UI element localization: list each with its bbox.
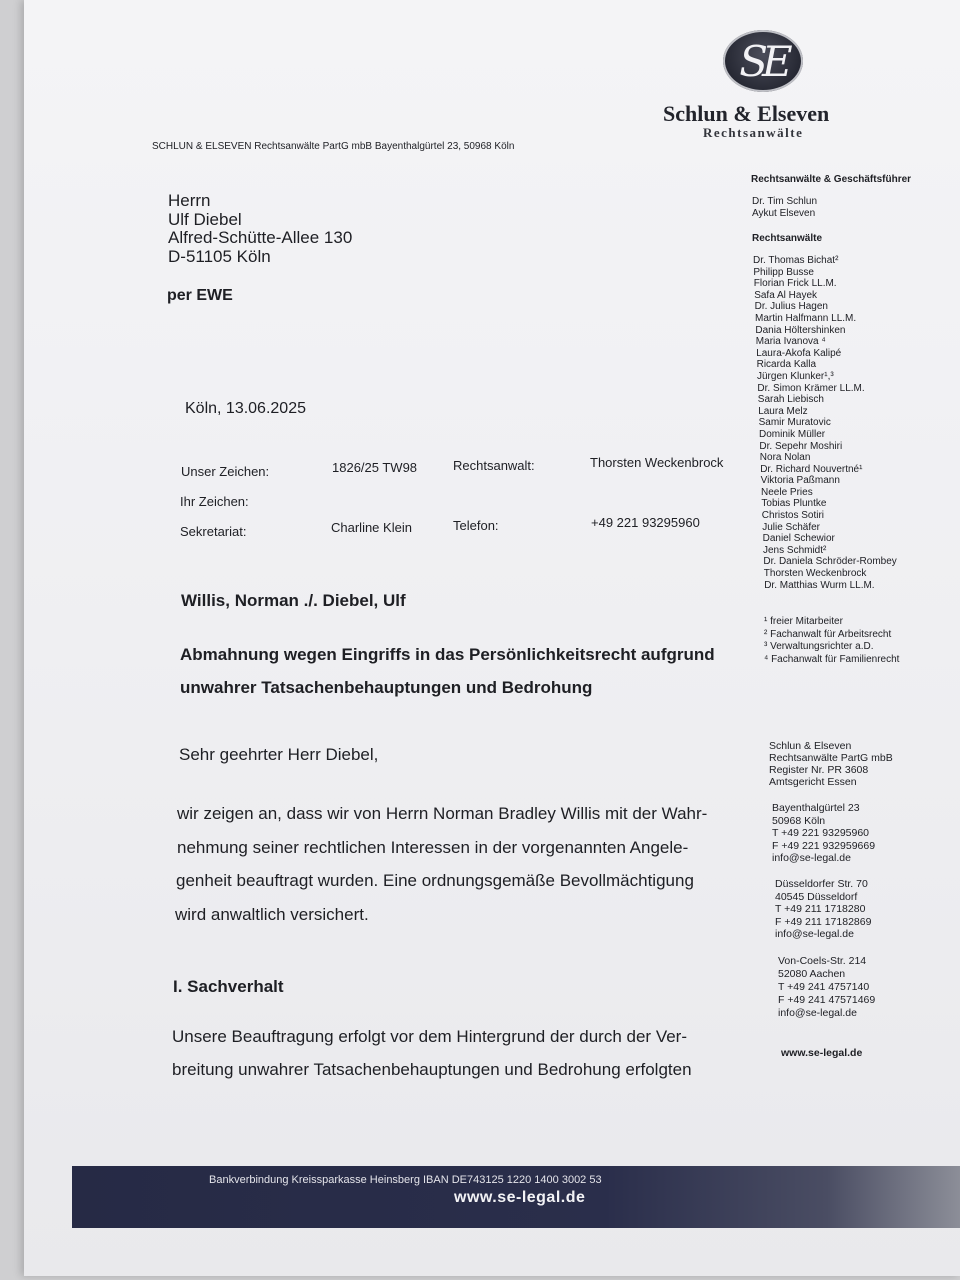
office-phone: T +49 211 1718280 — [775, 903, 866, 915]
lawyer-name: Dania Höltershinken — [755, 324, 846, 336]
office-address: Von-Coels-Str. 214 — [778, 955, 867, 967]
lawyer-name: Laura-Akofa Kalipé — [756, 347, 842, 359]
partners-heading: Rechtsanwälte & Geschäftsführer — [751, 174, 912, 185]
office-email[interactable]: info@se-legal.de — [778, 1007, 857, 1019]
lawyer-name: Viktoria Paßmann — [760, 475, 840, 487]
footer-website-link[interactable]: www.se-legal.de — [454, 1189, 586, 1206]
phone-value: +49 221 93295960 — [591, 515, 700, 530]
lawyer-name: Martin Halfmann LL.M. — [755, 312, 857, 324]
lawyer-name: Dr. Sepehr Moshiri — [759, 440, 843, 452]
lawyer-name: Thorsten Weckenbrock — [763, 568, 867, 580]
office-city: 50968 Köln — [772, 814, 826, 827]
lawyer-name: Ricarda Kalla — [756, 359, 817, 371]
logo-monogram: SE — [739, 36, 787, 86]
lawyer-name: Daniel Schewior — [762, 533, 835, 545]
lawyer-name: Laura Melz — [758, 405, 808, 417]
footnote: ² Fachanwalt für Arbeitsrecht — [764, 628, 892, 640]
office-fax: F +49 211 17182869 — [775, 915, 872, 928]
office-city: 40545 Düsseldorf — [775, 890, 858, 903]
lawyer-name: Neele Pries — [761, 486, 813, 498]
recipient-city: D-51105 Köln — [168, 247, 271, 266]
phone-label: Telefon: — [453, 518, 499, 533]
body-paragraph-1-line: nehmung seiner rechtlichen Interessen in der vorgenannten Angele- — [177, 838, 689, 857]
salutation: Sehr geehrter Herr Diebel, — [179, 745, 379, 764]
secretary-value: Charline Klein — [331, 520, 412, 535]
footnotes-list — [764, 616, 899, 666]
lawyer-name: Maria Ivanova ⁴ — [755, 336, 826, 348]
partner-name: Dr. Tim Schlun — [752, 196, 818, 207]
firm-name: Schlun & Elseven — [663, 101, 830, 126]
office-fax: F +49 221 932959669 — [772, 839, 876, 852]
firm-logo-icon — [723, 30, 803, 92]
lawyer-name: Jens Schmidt² — [763, 544, 827, 556]
lawyer-name: Florian Frick LL.M. — [753, 278, 837, 290]
lawyer-name: Tobias Pluntke — [761, 498, 827, 510]
body-paragraph-2-line: breitung unwahrer Tatsachenbehauptungen und Bedrohung erfolgten — [172, 1060, 692, 1079]
lawyer-name: Julie Schäfer — [762, 521, 820, 533]
subject-line-1: Abmahnung wegen Eingriffs in das Persönlichkeitsrecht aufgrund — [180, 645, 715, 664]
lawyer-name: Dr. Daniela Schröder-Rombey — [763, 556, 897, 568]
body-paragraph-1-line: wird anwaltlich versichert. — [175, 905, 369, 924]
our-reference-label: Unser Zeichen: — [181, 464, 270, 479]
body-paragraph-2-line: Unsere Beauftragung erfolgt vor dem Hintergrund der durch der Ver- — [172, 1027, 687, 1046]
office-phone: T +49 221 93295960 — [772, 827, 870, 839]
recipient-street: Alfred-Schütte-Allee 130 — [168, 228, 353, 247]
sidebar-website-link[interactable]: www.se-legal.de — [781, 1047, 863, 1059]
company-line: Amtsgericht Essen — [769, 776, 857, 788]
office-city: 52080 Aachen — [778, 968, 846, 980]
lawyer-name: Samir Muratovic — [758, 417, 831, 429]
lawyer-name: Dr. Matthias Wurm LL.M. — [764, 579, 875, 591]
office-address: Bayenthalgürtel 23 — [772, 802, 860, 814]
company-line: Rechtsanwälte PartG mbB — [769, 752, 893, 764]
lawyer-name: Dr. Simon Krämer LL.M. — [757, 382, 865, 394]
lawyer-name: Dominik Müller — [759, 428, 826, 440]
office-fax: F +49 241 47571469 — [778, 994, 876, 1006]
secretary-label: Sekretariat: — [180, 524, 247, 539]
footnote: ³ Verwaltungsrichter a.D. — [764, 641, 874, 652]
lawyers-list — [753, 255, 897, 591]
lawyer-name: Christos Sotiri — [761, 510, 825, 522]
recipient-name: Ulf Diebel — [168, 210, 242, 229]
lawyer-name: Philipp Busse — [753, 266, 814, 278]
body-paragraph-1-line: wir zeigen an, dass wir von Herrn Norman Bradley Willis mit der Wahr- — [177, 804, 708, 823]
office-email[interactable]: info@se-legal.de — [772, 852, 851, 864]
lawyer-label: Rechtsanwalt: — [453, 458, 535, 473]
office-aachen — [778, 955, 875, 1020]
lawyer-name: Safa Al Hayek — [754, 289, 817, 301]
lawyer-name: Dr. Julius Hagen — [754, 301, 828, 313]
office-email[interactable]: info@se-legal.de — [775, 928, 854, 940]
lawyer-name: Dr. Richard Nouvertné¹ — [760, 463, 863, 475]
company-info — [769, 740, 893, 788]
lawyer-name: Nora Nolan — [759, 452, 811, 464]
footer-bar — [72, 1166, 960, 1228]
office-phone: T +49 241 4757140 — [778, 981, 870, 993]
lawyer-name: Sarah Liebisch — [757, 394, 824, 406]
lawyer-name: Jürgen Klunker¹,³ — [757, 370, 834, 382]
footnote: ¹ freier Mitarbeiter — [764, 616, 843, 627]
partner-name: Aykut Elseven — [752, 207, 816, 219]
subject-line-2: unwahrer Tatsachenbehauptungen und Bedrohung — [180, 678, 593, 697]
sender-line: SCHLUN & ELSEVEN Rechtsanwälte PartG mbB Bayenthalgürtel 23, 50968 Köln — [152, 141, 515, 152]
body-paragraph-1-line: genheit beauftragt wurden. Eine ordnungsgemäße Bevollmächtigung — [176, 871, 694, 890]
office-address: Düsseldorfer Str. 70 — [775, 878, 868, 890]
office-duesseldorf — [775, 878, 871, 941]
company-line: Schlun & Elseven — [769, 740, 852, 752]
case-parties: Willis, Norman ./. Diebel, Ulf — [181, 591, 406, 610]
footer-bank-details: Bankverbindung Kreissparkasse Heinsberg IBAN DE743125 1220 1400 3002 53 — [209, 1174, 602, 1186]
lawyers-heading: Rechtsanwälte — [752, 233, 823, 244]
lawyer-name: Dr. Thomas Bichat² — [753, 255, 839, 266]
your-reference-label: Ihr Zeichen: — [180, 494, 249, 509]
partners-list — [752, 196, 817, 219]
company-line: Register Nr. PR 3608 — [769, 764, 869, 776]
delivery-method: per EWE — [167, 287, 233, 304]
footnote: ⁴ Fachanwalt für Familienrecht — [764, 653, 900, 665]
letter-date: Köln, 13.06.2025 — [185, 400, 306, 417]
section-heading: I. Sachverhalt — [173, 977, 284, 996]
firm-subtitle: Rechtsanwälte — [703, 125, 804, 140]
our-reference-value: 1826/25 TW98 — [332, 460, 418, 475]
office-koeln — [772, 802, 875, 865]
recipient-salutation: Herrn — [168, 191, 211, 210]
lawyer-value: Thorsten Weckenbrock — [590, 455, 724, 470]
